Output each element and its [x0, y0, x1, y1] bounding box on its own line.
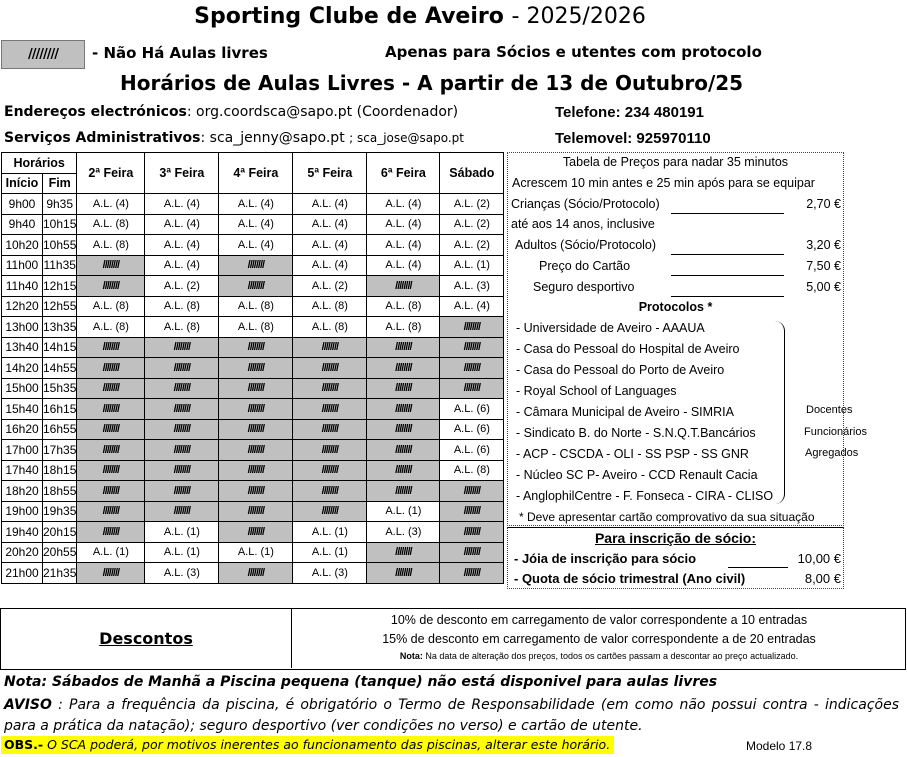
table-row [2, 378, 504, 399]
table-row [2, 542, 504, 563]
protocol-item: - AnglophilCentre - F. Fonseca - CIRA - CLISO [516, 489, 774, 503]
subtitle: Horários de Aulas Livres - A partir de 13 de Outubro/25 [120, 71, 744, 95]
start-time: 16h20 [2, 419, 43, 440]
no-class-slot: //////// [293, 419, 367, 440]
club-name: Sporting Clube de Aveiro [194, 4, 504, 29]
end-time: 12h15 [43, 276, 77, 297]
model-number: Modelo 17.8 [746, 739, 813, 753]
no-class-slot: //////// [293, 337, 367, 358]
end-time: 15h35 [43, 378, 77, 399]
quarterly-fee-label: - Quota de sócio trimestral (Ano civil) [514, 571, 746, 586]
class-slot: A.L. (4) [440, 296, 504, 317]
class-slot: A.L. (4) [145, 235, 219, 256]
obs-label: OBS.- [4, 737, 44, 752]
no-class-slot: //////// [440, 337, 504, 358]
no-class-slot: //////// [219, 337, 293, 358]
end-time: 16h15 [43, 399, 77, 420]
no-class-slot: //////// [293, 358, 367, 379]
class-slot: A.L. (8) [293, 296, 367, 317]
start-time: 19h00 [2, 501, 43, 522]
day-header: Sábado [440, 153, 504, 194]
table-row [2, 296, 504, 317]
class-slot: A.L. (3) [293, 563, 367, 584]
start-time: 17h00 [2, 440, 43, 461]
class-slot: A.L. (8) [440, 460, 504, 481]
no-class-slot: //////// [440, 563, 504, 584]
class-slot: A.L. (4) [293, 235, 367, 256]
price-note: Acrescem 10 min antes e 25 min após para se equipar [512, 176, 815, 190]
discount-note: Nota: Na data de alteração dos preços, todos os cartões passam a descontar ao preço actualizado. [399, 651, 799, 661]
adults-price: 3,20 € [806, 238, 841, 252]
end-time: 17h35 [43, 440, 77, 461]
class-slot: A.L. (2) [440, 194, 504, 215]
class-slot: A.L. (2) [440, 235, 504, 256]
table-row [2, 337, 504, 358]
no-class-slot: //////// [219, 522, 293, 543]
end-time: 10h55 [43, 235, 77, 256]
start-time: 13h00 [2, 317, 43, 338]
quarterly-fee-price: 8,00 € [804, 571, 841, 586]
side-label: Docentes [806, 404, 853, 416]
legend-label: - Não Há Aulas livres [92, 44, 268, 62]
no-class-slot: //////// [77, 481, 145, 502]
members-only-notice: Apenas para Sócios e utentes com protocolo [385, 43, 762, 61]
table-row [2, 440, 504, 461]
start-time: 20h20 [2, 542, 43, 563]
end-time: 14h55 [43, 358, 77, 379]
no-class-slot: //////// [219, 460, 293, 481]
no-class-slot: //////// [293, 440, 367, 461]
protocols-title: Protocolos * [638, 300, 713, 314]
no-class-slot: //////// [145, 481, 219, 502]
table-row [2, 235, 504, 256]
table-row [2, 214, 504, 235]
no-class-slot: //////// [440, 542, 504, 563]
class-slot: A.L. (8) [77, 235, 145, 256]
no-class-slot: //////// [145, 460, 219, 481]
mobile: Telemovel: 925970110 [555, 130, 711, 147]
table-row [2, 481, 504, 502]
start-time: 11h40 [2, 276, 43, 297]
no-class-slot: //////// [219, 276, 293, 297]
class-slot: A.L. (8) [77, 214, 145, 235]
start-time: 11h00 [2, 255, 43, 276]
table-row [2, 522, 504, 543]
day-header: 5ª Feira [293, 153, 367, 194]
class-slot: A.L. (4) [367, 194, 440, 215]
email-value: : org.coordsca@sapo.pt (Coordenador) [186, 104, 459, 120]
side-label: Agregados [805, 447, 859, 459]
obs-text: O SCA poderá, por motivos inerentes ao funcionamento das piscinas, alterar este horário. [43, 737, 611, 752]
end-time: 9h35 [43, 194, 77, 215]
email-row [4, 104, 458, 120]
no-class-slot: //////// [219, 358, 293, 379]
start-time: 10h20 [2, 235, 43, 256]
class-slot: A.L. (6) [440, 440, 504, 461]
start-time: 15h00 [2, 378, 43, 399]
end-time: 19h35 [43, 501, 77, 522]
no-class-slot: //////// [367, 542, 440, 563]
protocols-footnote: * Deve apresentar cartão comprovativo da sua situação [519, 510, 815, 524]
class-slot: A.L. (8) [219, 296, 293, 317]
end-time: 21h35 [43, 563, 77, 584]
no-class-slot: //////// [77, 399, 145, 420]
no-class-slot: //////// [367, 563, 440, 584]
class-slot: A.L. (4) [145, 194, 219, 215]
protocol-item: - Sindicato B. do Norte - S.N.Q.T.Bancários [516, 426, 756, 440]
protocol-item: - Royal School of Languages [516, 384, 677, 398]
day-header: 3ª Feira [145, 153, 219, 194]
table-row [2, 399, 504, 420]
no-class-slot: //////// [440, 481, 504, 502]
table-row [2, 460, 504, 481]
warning-text: : Para a frequência da piscina, é obrigatório o Termo de Responsabilidade (em como não possui contra - indicações para a prática da natação); seguro desportivo (ver condições no verso) e cartão de utente. [4, 697, 899, 734]
no-class-slot: //////// [367, 337, 440, 358]
joining-fee-label: - Jóia de inscrição para sócio [514, 551, 697, 566]
no-class-slot: //////// [219, 399, 293, 420]
table-row [2, 419, 504, 440]
no-class-slot: //////// [440, 358, 504, 379]
no-class-slot: //////// [145, 399, 219, 420]
class-slot: A.L. (3) [440, 276, 504, 297]
protocol-item: - Universidade de Aveiro - AAAUA [516, 321, 705, 335]
price-title: Tabela de Preços para nadar 35 minutos [562, 155, 789, 169]
class-slot: A.L. (4) [367, 255, 440, 276]
start-time: 19h40 [2, 522, 43, 543]
side-label: Funcionários [804, 426, 867, 438]
price-table [507, 152, 844, 526]
day-header: 2ª Feira [77, 153, 145, 194]
class-slot: A.L. (1) [440, 255, 504, 276]
no-class-slot: //////// [77, 255, 145, 276]
class-slot: A.L. (1) [293, 522, 367, 543]
no-class-slot: //////// [367, 378, 440, 399]
end-time: 10h15 [43, 214, 77, 235]
end-time: 12h55 [43, 296, 77, 317]
no-class-slot: //////// [367, 460, 440, 481]
no-class-slot: //////// [145, 378, 219, 399]
table-row [2, 317, 504, 338]
protocols-brace [774, 321, 785, 504]
end-time: 14h15 [43, 337, 77, 358]
no-class-slot: //////// [293, 378, 367, 399]
no-class-slot: //////// [77, 522, 145, 543]
end-time: 20h15 [43, 522, 77, 543]
class-slot: A.L. (1) [145, 542, 219, 563]
class-slot: A.L. (1) [145, 522, 219, 543]
class-slot: A.L. (4) [293, 194, 367, 215]
end-time: 13h35 [43, 317, 77, 338]
start-time: 14h20 [2, 358, 43, 379]
start-time: 13h40 [2, 337, 43, 358]
no-class-slot: //////// [219, 378, 293, 399]
end-time: 20h55 [43, 542, 77, 563]
no-class-slot: //////// [219, 563, 293, 584]
day-header: 6ª Feira [367, 153, 440, 194]
protocol-item: - Núcleo SC P- Aveiro - CCD Renault Cacia [516, 468, 758, 482]
protocol-item: - Casa do Pessoal do Porto de Aveiro [516, 363, 725, 377]
end-time: 18h55 [43, 481, 77, 502]
start-time: 9h00 [2, 194, 43, 215]
class-slot: A.L. (8) [293, 317, 367, 338]
no-class-slot: //////// [77, 563, 145, 584]
class-slot: A.L. (2) [145, 276, 219, 297]
insurance-label: Seguro desportivo [533, 280, 635, 294]
services-row [4, 130, 464, 146]
no-class-slot: //////// [77, 501, 145, 522]
class-slot: A.L. (4) [367, 235, 440, 256]
joining-fee-price: 10,00 € [797, 551, 841, 566]
start-time: 9h40 [2, 214, 43, 235]
class-slot: A.L. (3) [367, 522, 440, 543]
class-slot: A.L. (3) [145, 563, 219, 584]
no-class-slot: //////// [77, 378, 145, 399]
no-class-slot: //////// [367, 440, 440, 461]
table-row [2, 194, 504, 215]
class-slot: A.L. (8) [367, 296, 440, 317]
no-class-slot: //////// [145, 440, 219, 461]
no-class-slot: //////// [440, 522, 504, 543]
end-time: 18h15 [43, 460, 77, 481]
membership-box [507, 527, 844, 589]
protocol-item: - ACP - CSCDA - OLI - SS PSP - SS GNR [516, 447, 749, 461]
class-slot: A.L. (4) [219, 194, 293, 215]
no-class-slot: //////// [367, 481, 440, 502]
no-class-slot: //////// [219, 440, 293, 461]
no-class-slot: //////// [219, 501, 293, 522]
start-time: 17h40 [2, 460, 43, 481]
no-class-slot: //////// [145, 337, 219, 358]
start-time: 15h40 [2, 399, 43, 420]
membership-title: Para inscrição de sócio: [594, 530, 757, 546]
start-time: 18h20 [2, 481, 43, 502]
no-class-slot: //////// [440, 317, 504, 338]
services-label: Serviços Administrativos [4, 130, 201, 146]
children-price: 2,70 € [806, 197, 841, 211]
class-slot: A.L. (8) [219, 317, 293, 338]
class-slot: A.L. (1) [293, 542, 367, 563]
no-class-slot: //////// [77, 337, 145, 358]
class-slot: A.L. (4) [219, 214, 293, 235]
services-value: : sca_jenny@sapo.pt [200, 130, 345, 146]
age-note: até aos 14 anos, inclusive [511, 217, 655, 231]
services-extra: ; sca_jose@sapo.pt [349, 131, 465, 145]
no-class-slot: //////// [293, 399, 367, 420]
no-class-slot: //////// [219, 481, 293, 502]
no-class-slot: //////// [367, 399, 440, 420]
children-label: Crianças (Sócio/Protocolo) [511, 197, 660, 211]
end-time: 16h55 [43, 419, 77, 440]
class-slot: A.L. (4) [77, 194, 145, 215]
saturday-note: Nota: Sábados de Manhã a Piscina pequena (tanque) não está disponivel para aulas livres [4, 674, 718, 690]
table-row [2, 255, 504, 276]
no-class-slot: //////// [367, 276, 440, 297]
page-title [0, 4, 840, 29]
class-slot: A.L. (4) [293, 214, 367, 235]
no-class-slot: //////// [145, 501, 219, 522]
table-row [2, 276, 504, 297]
no-class-slot: //////// [293, 460, 367, 481]
no-class-slot: //////// [367, 419, 440, 440]
no-class-slot: //////// [77, 460, 145, 481]
no-class-slot: //////// [77, 358, 145, 379]
no-class-slot: //////// [440, 501, 504, 522]
protocol-item: - Casa do Pessoal do Hospital de Aveiro [516, 342, 740, 356]
no-class-slot: //////// [367, 358, 440, 379]
class-slot: A.L. (8) [145, 317, 219, 338]
start-time: 12h20 [2, 296, 43, 317]
no-class-slot: //////// [440, 378, 504, 399]
class-slot: A.L. (6) [440, 419, 504, 440]
day-header: 4ª Feira [219, 153, 293, 194]
class-slot: A.L. (8) [145, 296, 219, 317]
class-slot: A.L. (4) [145, 255, 219, 276]
class-slot: A.L. (8) [77, 296, 145, 317]
discounts-box [0, 608, 906, 670]
discounts-label: Descontos [99, 629, 193, 648]
no-class-slot: //////// [77, 440, 145, 461]
schedule-table [1, 152, 504, 584]
warning [4, 695, 899, 737]
season: - 2025/2026 [511, 4, 646, 29]
class-slot: A.L. (2) [440, 214, 504, 235]
no-class-slot: //////// [293, 481, 367, 502]
discount-20: 15% de desconto em carregamento de valor correspondente a de 20 entradas [382, 632, 816, 646]
insurance-price: 5,00 € [806, 280, 841, 294]
class-slot: A.L. (1) [77, 542, 145, 563]
no-class-slot: //////// [145, 358, 219, 379]
no-class-slot: //////// [219, 255, 293, 276]
no-class-slot: //////// [293, 501, 367, 522]
legend-swatch: //////// [1, 40, 85, 69]
class-slot: A.L. (4) [145, 214, 219, 235]
class-slot: A.L. (4) [219, 235, 293, 256]
class-slot: A.L. (8) [367, 317, 440, 338]
card-label: Preço do Cartão [539, 259, 631, 273]
class-slot: A.L. (6) [440, 399, 504, 420]
horarios-header: Horários [2, 153, 77, 174]
table-row [2, 501, 504, 522]
protocol-item: - Câmara Municipal de Aveiro - SIMRIA [516, 405, 734, 419]
table-row [2, 563, 504, 584]
discount-10: 10% de desconto em carregamento de valor correspondente a 10 entradas [390, 613, 808, 627]
table-row [2, 358, 504, 379]
class-slot: A.L. (8) [77, 317, 145, 338]
no-class-slot: //////// [145, 419, 219, 440]
warning-label: AVISO [4, 697, 52, 713]
no-class-slot: //////// [219, 419, 293, 440]
start-header: Início [2, 173, 43, 194]
no-class-slot: //////// [77, 276, 145, 297]
obs-note [1, 736, 614, 754]
end-time: 11h35 [43, 255, 77, 276]
class-slot: A.L. (4) [367, 214, 440, 235]
card-price: 7,50 € [806, 259, 841, 273]
phone: Telefone: 234 480191 [555, 104, 704, 121]
class-slot: A.L. (4) [293, 255, 367, 276]
email-label: Endereços electrónicos [4, 104, 187, 120]
class-slot: A.L. (1) [367, 501, 440, 522]
end-header: Fim [43, 173, 77, 194]
class-slot: A.L. (1) [219, 542, 293, 563]
no-class-slot: //////// [77, 419, 145, 440]
adults-label: Adultos (Sócio/Protocolo) [515, 238, 657, 252]
class-slot: A.L. (2) [293, 276, 367, 297]
start-time: 21h00 [2, 563, 43, 584]
